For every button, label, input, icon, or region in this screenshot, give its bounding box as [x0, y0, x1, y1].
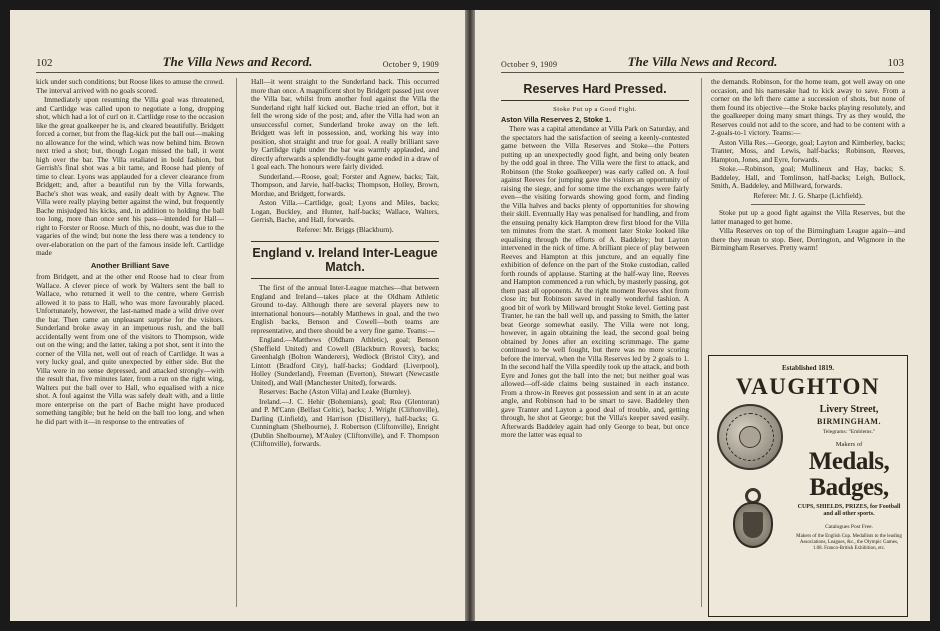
ad-text-block	[795, 404, 903, 552]
stoke-team: Stoke.—Robinson, goal; Mullineux and Hay, backs; S. Baddeley, Hall, and Tomlinson, half-backs; Leigh, Bullock, Smith, A. Baddeley, and Millward, forwards.	[711, 164, 905, 190]
olympic-medal-icon	[717, 404, 783, 470]
ad-established: Established 1819.	[781, 364, 835, 372]
ad-cups: CUPS, SHIELDS, PRIZES, for Football and all other sports.	[797, 504, 901, 517]
column-divider	[701, 78, 702, 607]
note-paragraph: Stoke put up a good fight against the Villa Reserves, but the latter managed to get home.	[711, 208, 905, 226]
paragraph: the demands. Robinson, for the home team, got well away on one occasion, and his namesake had to kick away to save. From a corner on the left there came a succession of shots, but none of them found its objective—the Stoke backs playing resolutely, and the goalkeeper doing many smart things. Try as they would, the Reserves could not add to the score, and had to be content with a 2-goals-to-1 victory. Teams:—	[711, 78, 905, 137]
book-gutter	[465, 10, 475, 621]
paragraph: Hall—it went straight to the Sunderland back. This occurred more than once. A magnificent shot by Bridgett passed just over the Villa bar, whilst from another foul against the Villa the Sunderland right half kicked out. Bache tried an effort, but it fell the wrong side of the post; and, after the Villa had won an unsuccessful corner, Sunderland broke away on the left. Bridgett was left in possession, and, working his way into position, shot straight and true for goal. A really brilliant save by Cartlidge right under the bar was warmly applauded, and directly afterwards a splendidly-fought game ended in a draw of 1 goal each. The honours were fairly divided.	[251, 78, 439, 171]
villa-team: Aston Villa.—Cartlidge, goal; Lyons and Miles, backs; Logan, Buckley, and Hunter, half-backs; Wallace, Walters, Gerrish, Bache, and Hall, forwards.	[251, 198, 439, 224]
right-running-title: The Villa News and Record.	[627, 54, 778, 69]
subhead-another-brilliant-save: Another Brilliant Save	[90, 260, 170, 270]
right-page-number: 103	[887, 57, 904, 69]
sunderland-team: Sunderland.—Roose, goal; Forster and Agnew, backs; Tait, Thompson, and Jarvie, half-backs; Thompson, Holley, Brown, Mordue, and Bridgett, forwards.	[251, 171, 439, 198]
ad-tail: Makers of the English Cup. Medallists to the leading Associations, Leagues, &c., the Olympic Games, 1.08. Franco-British Exhibition, etc.	[796, 534, 902, 551]
ad-badges: Badges,	[809, 474, 889, 501]
headline-england-ireland: England v. Ireland Inter-League Match.	[251, 241, 439, 279]
note-paragraph: Villa Reserves on top of the Birmingham League again—and there they mean to stop. Beer, Dorrington, and Wigmore in the Birmingham Reserves. Pretty warm!	[711, 226, 905, 252]
referee: Referee: Mr. Briggs (Blackburn).	[296, 224, 394, 234]
right-running-head	[501, 47, 904, 73]
score-line: Aston Villa Reserves 2, Stoke 1.	[501, 114, 612, 124]
paragraph: England.—Matthews (Oldham Athletic), goal; Benson (Sheffield United) and Cowell (Blackburn Rovers), backs; Greenhalgh (Bolton Wanderers), Wedlock (Bristol City), and Lintott (Bradford City), half-backs; Goddard (Liverpool), Holley (Sunderland), Freeman (Everton), Stewart (Newcastle United), and Wall (Manchester United), forwards.	[251, 335, 439, 387]
left-page-number: 102	[36, 57, 53, 69]
paragraph: Ireland.—J. C. Hehir (Bohemians), goal; Rea (Glentoran) and P. M'Cann (Belfast Celtic), backs; J. Wright (Cliftonville), Darling (Linfield), and Harrison (Distillery), half-backs; G. Cunningham (Shelbourne), J. Robertson (Cliftonville), Enright (Dublin Shelbourne), M'Auley (Cliftonville), and F. Thompson (Cliftonville), forwards.	[251, 396, 439, 448]
paragraph: Immediately upon resuming the Villa goal was threatened, and Cartlidge was called upon to negotiate a long, dropping shot, which had a lot of curl on it. Cartlidge rose to the occasion like the great goalkeeper he is, and cleared beautifully. Bridgett forced a corner, but from the flag-kick put the ball out—making no allowance for the wind, which was now behind him. Brown next tried a shot; but, though Logan missed the ball, it went high over the bar. The Villa retaliated in bold fashion, but Gerrish's final shot was a bit tame, and Roose had plenty of time to clear. Lyons was applauded for a clever clearance from Bridgett; and, after a beautiful run by the Villa forwards, Bache's shot was weak, and easily dealt with by Agnew. The Villa were really playing better against the wind, but frequently Bache misjudged his kicks, and, in addition to holding the ball too long, more than once sent his pass—intended for Hall—right to Forster or Roose. Much of this, no doubt, was due to the vagaries of the wind; but none the less there was a tendency to over-elaboration on the part of the famous inside left. Cartlidge made	[36, 95, 224, 257]
left-date: October 9, 1909	[382, 60, 439, 69]
right-page	[475, 10, 930, 621]
paragraph: from Bridgett, and at the other end Roose had to clear from Wallace. A clever piece of work by Walters sent the ball to Wallace, who returned it well to the centre, where Gerrish allowed it to pass to Hall, who was more favourably placed. Unfortunately, however, the last-named made a wild drive over the bar. Then came an unpleasant surprise for the visitors. Sunderland broke away in an impetuous rush, and the ball accidentally went from one of the visitors to Thompson, wide out on the wing; and the latter, taking a pot shot, sent it into the corner of the Villa net, well out of reach of Cartlidge. It was a very lucky goal, and quite unexpected by either side. But the Villa were in no sense depressed, and attacked strongly—with the result that, five minutes later, from a run on the right wing, Walters put the ball over to Hall, who equalised with a nice shot. A foul against the Villa was safely dealt with, and a little more enterprise on the part of Bache might have produced something tangible; but he held on the ball too long, and when he did part with it—in response to the entreaties of	[36, 272, 224, 426]
left-column-1	[36, 78, 224, 607]
left-column-2	[251, 78, 439, 607]
ad-medals: Medals,	[808, 448, 890, 475]
ad-telegrams: Telegrams: "Emblems."	[822, 429, 876, 435]
ad-makers-of: Makers of	[835, 441, 863, 448]
medal-center	[739, 426, 761, 448]
left-page	[10, 10, 465, 621]
vaughton-advertisement	[708, 355, 908, 617]
ad-street: Livery Street,	[819, 404, 879, 415]
ad-city: BIRMINGHAM.	[817, 417, 881, 426]
left-running-title: The Villa News and Record.	[162, 54, 313, 69]
headline-reserves-hard-pressed: Reserves Hard Pressed.	[501, 78, 689, 101]
paragraph: The first of the annual Inter-League matches—that between England and Ireland—takes place at the Oldham Athletic Ground to-day. Although there are several players new to international honours—notably Matthews in goal, and the two English backs, Benson and Cowell—both teams are representative, and there should be a very fine game. Teams:—	[251, 283, 439, 335]
referee: Referee: Mr. J. G. Sharpe (Lichfield).	[753, 190, 863, 200]
ad-brand: VAUGHTON	[735, 374, 881, 399]
right-date: October 9, 1909	[501, 60, 558, 69]
kicker: Stoke Put up a Good Fight.	[553, 106, 637, 113]
paragraph: There was a capital attendance at Villa Park on Saturday, and the spectators had the satisfaction of seeing a keenly-contested game between the Villa Reserves and Stoke—the Potters putting up an unexpectedly good fight, and being only beaten by the odd goal in three. The Villa were the first to attack, and Robinson (the Stoke goalkeeper) was early called on. A foul against Reeves for jumping gave the visitors an opportunity of raising the siege, and for some time the exchanges were fairly even—the visiting forwards showing good form, and finding the Villa halves and backs plenty of opportunities for showing their skill. Eventually Hay was penalised for handling, and from the ensuing penalty kick Hampton drew first blood for the Villa ten minutes from the start. A moment later Stoke looked like equalising through the efforts of A. Baddeley; but Layton intervened in the nick of time. A brilliant piece of play between Reeves and Hampton at this juncture, and an equally fine exhibition of defence on the part of the Stoke custodian, called forth rounds of applause. Starting at the half-way line, Reeves and Hampton commenced a run which, by masterly passing, got them past all opponents. At the right moment Reeves shot from close in; but Robinson saved in really wonderful fashion. A good bit of work by Millward brought Stoke level. Getting past Tranter, he ran the ball well up, and passing to Smith, the latter beat George somewhat easily. The Villa were not long, however, in again obtaining the lead, the second goal being obtained by Jones after an exciting scrimmage. The game continued to be well fought, but there was no more scoring before the interval, when the Villa Reserves led by 2 goals to 1. In the second half the Villa speedily took up the attack, and both Eyre and Jones got the ball into the net; but neither goal was allowed—off-side claims being sustained in each instance. From a throw-in Reeves got possession and sent in at an acute angle, and Robinson had to be smart to save. Baddeley then gave Tranter and Layton a good deal of trouble, and, getting through, he shot at George; but the Villa's keeper saved easily. Afterwards Baddeley again had only George to beat, but once more the latter was equal to	[501, 124, 689, 439]
ad-catalogues: Catalogues Post Free.	[825, 524, 873, 530]
villa-reserves-team: Aston Villa Res.—George, goal; Layton and Kimberley, backs; Tranter, Moss, and Lewis, half-backs; Robinson, Reeves, Hampton, Jones, and Eyre, forwards.	[711, 137, 905, 164]
divider-rule	[751, 204, 865, 205]
right-column-1	[501, 78, 689, 607]
paragraph: kick under such conditions; but Roose likes to amuse the crowd. The interval arrived with no goals scored.	[36, 78, 224, 95]
column-divider	[236, 78, 237, 607]
badge-pendant-icon	[731, 488, 775, 550]
right-column-2	[711, 78, 905, 347]
paragraph: Reserves: Bache (Aston Villa) and Leake (Burnley).	[259, 387, 412, 396]
left-running-head	[36, 47, 439, 73]
pendant-shield	[743, 512, 763, 538]
